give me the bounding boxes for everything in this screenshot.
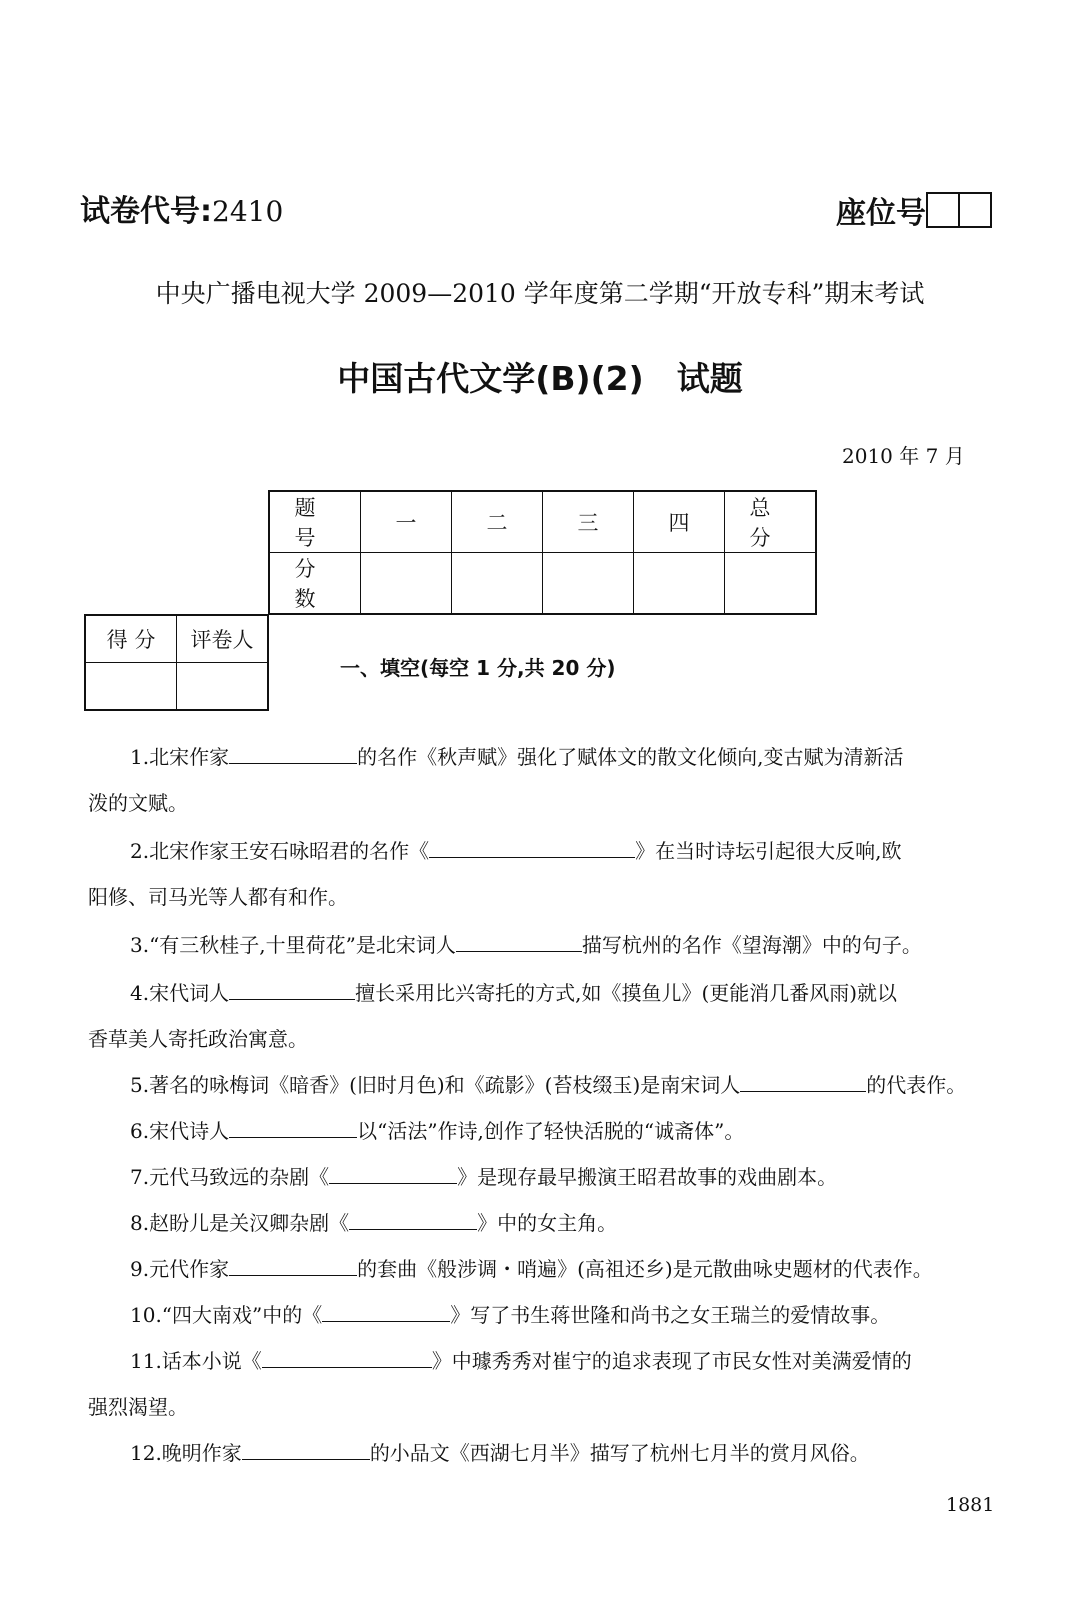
question-text: 泼的文赋。 <box>88 791 188 815</box>
question-6 <box>88 1108 1008 1154</box>
score-cell-2[interactable] <box>452 553 543 615</box>
page-number: 1881 <box>946 1494 995 1516</box>
question-text: 的套曲《般涉调・哨遍》(高祖还乡)是元散曲咏史题材的代表作。 <box>357 1257 933 1281</box>
question-5 <box>88 1062 1008 1108</box>
question-10 <box>88 1292 1008 1338</box>
question-text: 》在当时诗坛引起很大反响,欧 <box>635 839 902 863</box>
question-text: 3.“有三秋桂子,十里荷花”是北宋词人 <box>130 933 456 957</box>
question-text: 香草美人寄托政治寓意。 <box>88 1027 308 1051</box>
score-cell-3[interactable] <box>543 553 634 615</box>
question-text: 1.北宋作家 <box>130 745 230 769</box>
exam-code-label: 试卷代号: <box>80 194 212 229</box>
question-11 <box>88 1338 1008 1430</box>
question-7 <box>88 1154 1008 1200</box>
score-cell-4[interactable] <box>634 553 725 615</box>
answer-blank[interactable] <box>322 1301 450 1322</box>
score-table-header-row <box>269 491 816 553</box>
answer-blank[interactable] <box>229 1255 357 1276</box>
question-1 <box>88 734 1008 826</box>
question-text: 》中璩秀秀对崔宁的追求表现了市民女性对美满爱情的 <box>431 1349 912 1373</box>
score-table-header-label: 题 号 <box>269 491 361 553</box>
question-4 <box>88 970 1008 1062</box>
score-table <box>268 490 817 615</box>
question-8 <box>88 1200 1008 1246</box>
university-title: 中央广播电视大学 2009—2010 学年度第二学期“开放专科”期末考试 <box>155 279 925 308</box>
answer-blank[interactable] <box>229 743 357 764</box>
seat-label: 座位号 <box>836 196 926 231</box>
question-text: 》是现存最早搬演王昭君故事的戏曲剧本。 <box>457 1165 838 1189</box>
question-text: 强烈渴望。 <box>88 1395 188 1419</box>
score-table-score-row <box>269 553 816 615</box>
answer-blank[interactable] <box>456 931 582 952</box>
answer-blank[interactable] <box>740 1071 866 1092</box>
answer-blank[interactable] <box>262 1347 432 1368</box>
answer-blank[interactable] <box>229 1117 357 1138</box>
score-cell-total[interactable] <box>725 553 817 615</box>
score-cell-1[interactable] <box>361 553 452 615</box>
course-title: 中国古代文学(B)(2) 试题 <box>337 359 743 398</box>
exam-date: 2010 年 7 月 <box>842 444 965 468</box>
score-table-col-1: 一 <box>361 491 452 553</box>
question-text: 10.“四大南戏”中的《 <box>130 1303 323 1327</box>
seat-box-2[interactable] <box>960 192 992 228</box>
answer-blank[interactable] <box>229 979 355 1000</box>
answer-blank[interactable] <box>242 1439 370 1460</box>
score-table-col-2: 二 <box>452 491 543 553</box>
seat-box-1[interactable] <box>926 192 960 228</box>
grader-score-label: 得 分 <box>85 615 177 663</box>
score-table-col-3: 三 <box>543 491 634 553</box>
question-text: 5.著名的咏梅词《暗香》(旧时月色)和《疏影》(苔枝缀玉)是南宋词人 <box>130 1073 741 1097</box>
question-text: 4.宋代词人 <box>130 981 230 1005</box>
question-text: 的小品文《西湖七月半》描写了杭州七月半的赏月风俗。 <box>369 1441 870 1465</box>
score-table-score-label: 分 数 <box>269 553 361 615</box>
question-text: 阳修、司马光等人都有和作。 <box>88 885 348 909</box>
question-text: 描写杭州的名作《望海潮》中的句子。 <box>581 933 922 957</box>
question-text: 6.宋代诗人 <box>130 1119 230 1143</box>
question-text: 9.元代作家 <box>130 1257 230 1281</box>
question-text: 2.北宋作家王安石咏昭君的名作《 <box>130 839 430 863</box>
question-text: 7.元代马致远的杂剧《 <box>130 1165 330 1189</box>
grader-name-label: 评卷人 <box>177 615 269 663</box>
question-12 <box>88 1430 1008 1476</box>
exam-code <box>80 186 283 230</box>
score-table-total: 总 分 <box>725 491 817 553</box>
question-text: 11.话本小说《 <box>130 1349 262 1373</box>
grader-table <box>84 614 269 711</box>
seat-number <box>836 188 992 232</box>
question-text: 8.赵盼儿是关汉卿杂剧《 <box>130 1211 350 1235</box>
question-text: 12.晚明作家 <box>130 1441 242 1465</box>
question-text: 》中的女主角。 <box>477 1211 618 1235</box>
question-9 <box>88 1246 1008 1292</box>
question-text: 的名作《秋声赋》强化了赋体文的散文化倾向,变古赋为清新活 <box>357 745 904 769</box>
grader-name-cell[interactable] <box>177 663 269 711</box>
exam-code-value: 2410 <box>212 195 284 228</box>
question-text: 擅长采用比兴寄托的方式,如《摸鱼儿》(更能消几番风雨)就以 <box>355 981 898 1005</box>
answer-blank[interactable] <box>429 837 635 858</box>
question-3 <box>88 922 1008 968</box>
answer-blank[interactable] <box>349 1209 477 1230</box>
answer-blank[interactable] <box>329 1163 457 1184</box>
question-text: 》写了书生蒋世隆和尚书之女王瑞兰的爱情故事。 <box>450 1303 891 1327</box>
question-text: 的代表作。 <box>866 1073 967 1097</box>
question-2 <box>88 828 1008 920</box>
question-text: 以“活法”作诗,创作了轻快活脱的“诚斋体”。 <box>357 1119 745 1143</box>
score-table-col-4: 四 <box>634 491 725 553</box>
section-1-title: 一、填空(每空 1 分,共 20 分) <box>340 656 616 680</box>
grader-score-cell[interactable] <box>85 663 177 711</box>
